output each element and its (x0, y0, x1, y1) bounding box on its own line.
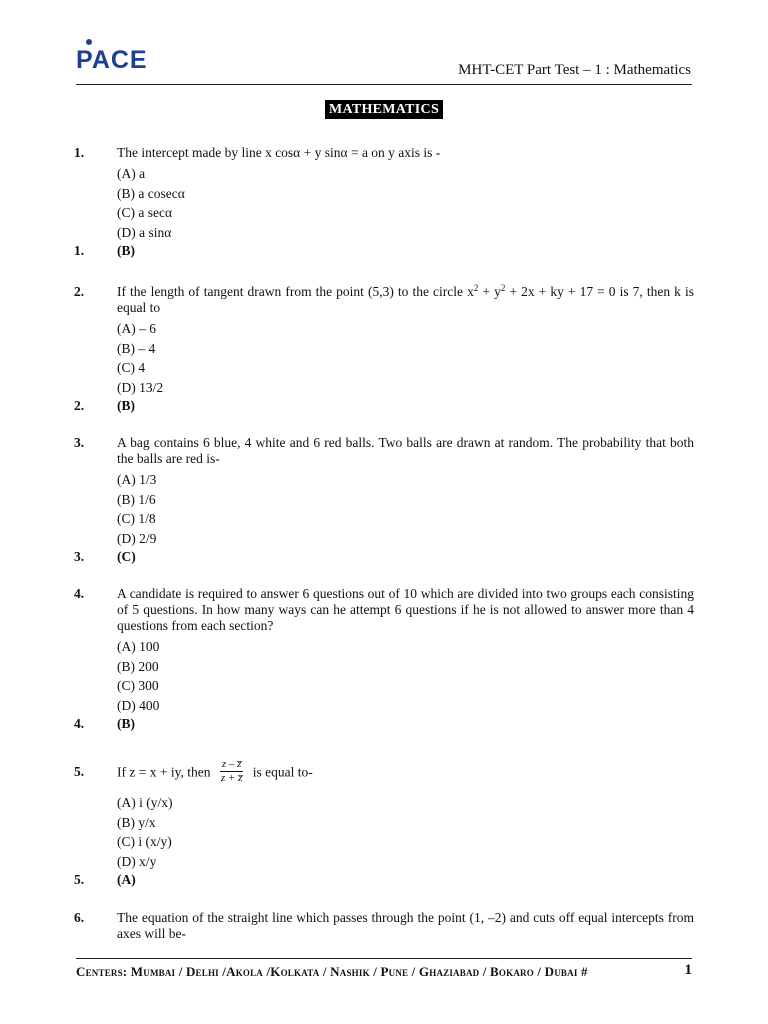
option-d: (D) 2/9 (117, 530, 157, 546)
logo-text: PACE (76, 46, 148, 74)
question-number: 6. (74, 910, 85, 925)
answer-line (74, 397, 694, 415)
option-d: (D) a sinα (117, 224, 172, 240)
question-6 (74, 910, 694, 942)
option-b: (B) – 4 (117, 340, 156, 356)
section-title: MATHEMATICS (0, 100, 768, 118)
option-c: (C) i (x/y) (117, 834, 172, 849)
question-number: 3. (74, 435, 85, 450)
question-number: 5. (74, 764, 85, 779)
option-d: (D) 400 (117, 697, 160, 713)
option-a: (A) 100 (117, 639, 160, 654)
question-text: The equation of the straight line which passes through the point (1, –2) and cuts off equal intercepts from axes will be- (117, 910, 694, 941)
header-divider (76, 84, 692, 85)
question-5 (74, 760, 694, 889)
option-b: (B) 1/6 (117, 491, 156, 507)
option-c: (C) 4 (117, 360, 146, 375)
question-3 (74, 435, 694, 566)
answer-number: 3. (74, 549, 85, 564)
header-title: MHT-CET Part Test – 1 : Mathematics (458, 62, 691, 78)
fraction: $\frac{z - z̅}{z + z̅}$ (220, 758, 243, 784)
question-text: The intercept made by line x cosα + y sinα = a on y axis is - (117, 145, 441, 160)
answer-value: (C) (117, 549, 136, 564)
options-list (117, 470, 694, 548)
option-a: (A) i (y/x) (117, 795, 173, 810)
answer-line (74, 871, 694, 889)
answer-line (74, 242, 694, 260)
answer-line (74, 715, 694, 733)
question-number: 4. (74, 586, 85, 601)
question-number: 1. (74, 145, 85, 160)
footer-centers: Centers: Mumbai / Delhi /Akola /Kolkata / Nashik / Pune / Ghaziabad / Bokaro / Dubai # (76, 964, 588, 979)
question-text: If the length of tangent drawn from the point (5,3) to the circle $x^2 + y^2 + 2x$ + ky + 17 = 0 is 7, then k is equal to (117, 283, 694, 315)
options-list (117, 637, 694, 715)
answer-value: (B) (117, 243, 135, 258)
option-c: (C) 1/8 (117, 511, 156, 526)
option-a: (A) a (117, 166, 146, 181)
option-a: (A) 1/3 (117, 472, 157, 487)
question-1 (74, 145, 694, 260)
answer-value: (B) (117, 398, 135, 413)
question-text: A candidate is required to answer 6 questions out of 10 which are divided into two groups each consisting of 5 questions. In how many ways can he attempt 6 questions if he is not allowed to answer more than 4 questions from each section? (117, 586, 694, 633)
question-4 (74, 586, 694, 733)
answer-number: 1. (74, 243, 85, 258)
option-b: (B) 200 (117, 658, 159, 674)
logo-dot (86, 39, 92, 45)
answer-line (74, 548, 694, 566)
answer-number: 2. (74, 398, 85, 413)
option-c: (C) 300 (117, 678, 159, 693)
option-c: (C) a secα (117, 205, 173, 220)
question-number: 2. (74, 284, 85, 299)
footer-divider (76, 958, 692, 959)
question-text: A bag contains 6 blue, 4 white and 6 red balls. Two balls are drawn at random. The probability that both the balls are red is- (117, 435, 694, 466)
option-b: (B) y/x (117, 814, 156, 830)
page-number: 1 (684, 962, 692, 978)
answer-value: (A) (117, 872, 136, 887)
option-a: (A) – 6 (117, 321, 156, 336)
options-list (117, 793, 694, 871)
options-list (117, 164, 694, 242)
answer-value: (B) (117, 716, 135, 731)
question-text: If z = x + iy, then $\frac{z - z̅}{z + z̅}$ is equal to- (117, 758, 313, 784)
option-d: (D) x/y (117, 853, 157, 869)
options-list (117, 319, 694, 397)
option-b: (B) a cosecα (117, 185, 185, 201)
pace-logo (76, 46, 148, 75)
question-2 (74, 284, 694, 415)
answer-number: 5. (74, 872, 85, 887)
option-d: (D) 13/2 (117, 379, 164, 395)
answer-number: 4. (74, 716, 85, 731)
